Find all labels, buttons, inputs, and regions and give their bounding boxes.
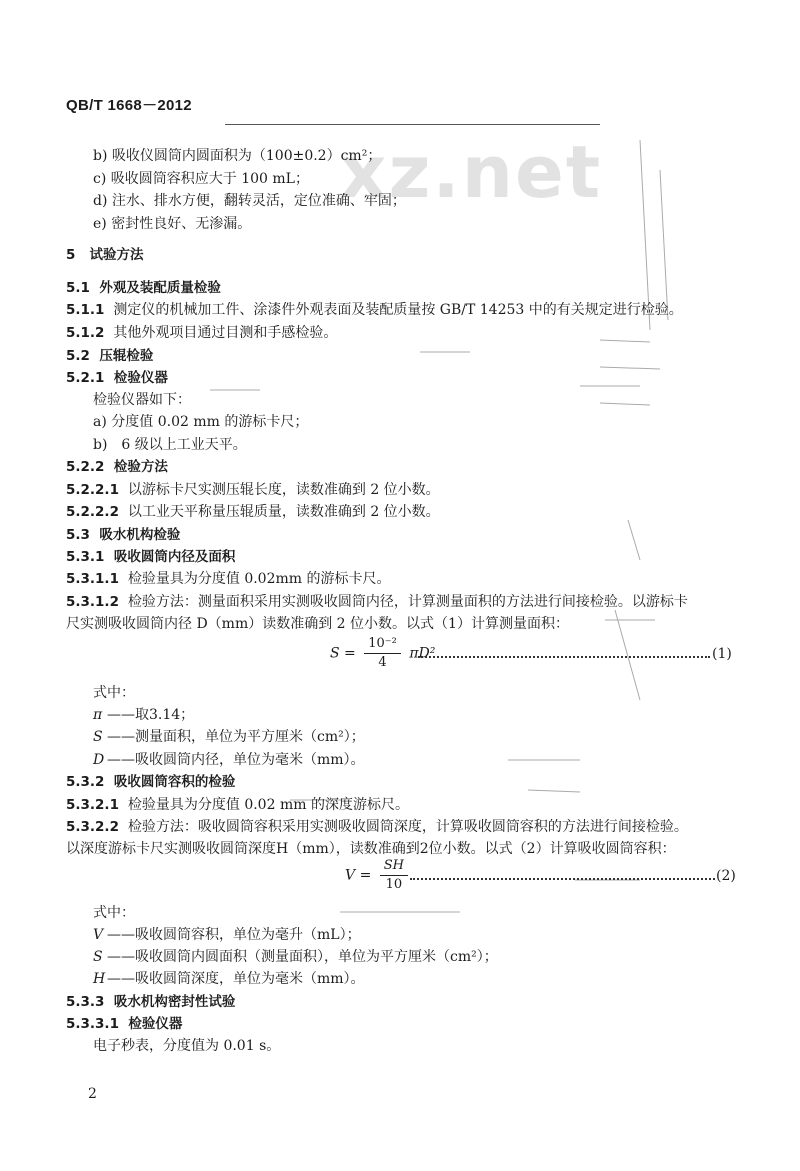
section-title: 外观及装配质量检验 bbox=[99, 280, 221, 296]
clause-number: 5.1.2 bbox=[66, 325, 105, 341]
formula-eq: = bbox=[344, 645, 356, 662]
where-symbol: D bbox=[93, 752, 105, 768]
section-number: 5.3.3.1 bbox=[66, 1016, 119, 1032]
formula-denominator: 10 bbox=[385, 877, 403, 892]
list-item-b: b) 吸收仪圆筒内圆面积为（100±0.2）cm²； bbox=[93, 148, 382, 164]
formula-lhs: V bbox=[345, 867, 356, 884]
where-label-2: 式中： bbox=[93, 905, 135, 921]
section-number: 5.3 bbox=[66, 527, 90, 543]
where-item bbox=[93, 727, 365, 747]
formula-fraction bbox=[380, 858, 408, 893]
section-title: 吸水机构检验 bbox=[99, 527, 181, 543]
where-desc: ——吸收圆筒内圆面积（测量面积），单位为平方厘米（cm²）； bbox=[107, 949, 498, 965]
section-title: 试验方法 bbox=[89, 247, 144, 263]
list-item-d: d) 注水、排水方便，翻转灵活，定位准确、牢固； bbox=[93, 193, 406, 209]
clause-5-2-2-1 bbox=[66, 480, 440, 500]
section-5-1-heading bbox=[66, 278, 221, 298]
clause-text: 检验量具为分度值 0.02 mm 的深度游标尺。 bbox=[127, 797, 409, 813]
instrument-item-a: a) 分度值 0.02 mm 的游标卡尺； bbox=[93, 414, 309, 430]
section-5-heading bbox=[66, 245, 144, 265]
clause-5-3-2-1 bbox=[66, 795, 409, 815]
where-symbol: S bbox=[93, 949, 103, 965]
clause-text: 检验方法：吸收圆筒容积采用实测吸收圆筒深度，计算吸收圆筒容积的方法进行间接检验。 bbox=[127, 819, 688, 835]
formula-eq: = bbox=[359, 867, 372, 884]
formula-lhs: S bbox=[330, 645, 340, 662]
header-rule bbox=[225, 124, 600, 125]
clause-number: 5.3.1.2 bbox=[66, 594, 119, 610]
where-item bbox=[93, 925, 361, 945]
formula-numerator: SH bbox=[380, 858, 408, 876]
section-number: 5.1 bbox=[66, 280, 90, 296]
where-item bbox=[93, 705, 194, 725]
formula-1 bbox=[330, 636, 435, 671]
where-desc: ——取3.14； bbox=[107, 707, 195, 723]
instrument-intro: 检验仪器如下： bbox=[93, 392, 191, 408]
instrument-item-b: b) 6 级以上工业天平。 bbox=[93, 437, 247, 453]
where-desc: ——吸收圆筒内径，单位为毫米（mm）。 bbox=[107, 752, 365, 768]
section-5-3-3-1-heading bbox=[66, 1014, 182, 1034]
formula-2 bbox=[345, 858, 412, 893]
formula-2-number: (2) bbox=[716, 868, 736, 884]
clause-text: 检验量具为分度值 0.02mm 的游标卡尺。 bbox=[127, 571, 391, 587]
where-desc: ——测量面积，单位为平方厘米（cm²）； bbox=[107, 729, 365, 745]
where-item bbox=[93, 969, 365, 989]
formula-numerator: 10⁻² bbox=[364, 636, 401, 654]
formula-2-leader bbox=[410, 878, 715, 880]
section-5-3-2-heading bbox=[66, 772, 235, 792]
section-title: 检验仪器 bbox=[113, 370, 168, 386]
watermark: xz.net bbox=[340, 130, 603, 214]
where-symbol: H bbox=[93, 971, 106, 987]
section-5-3-1-heading bbox=[66, 547, 235, 567]
section-5-2-heading bbox=[66, 346, 153, 366]
clause-text: 其他外观项目通过目测和手感检验。 bbox=[113, 325, 338, 341]
section-5-3-3-heading bbox=[66, 992, 235, 1012]
formula-fraction bbox=[364, 636, 401, 671]
section-title: 检验仪器 bbox=[128, 1016, 183, 1032]
formula-tail: πD² bbox=[409, 645, 436, 662]
where-symbol: S bbox=[93, 729, 103, 745]
section-number: 5.2.2 bbox=[66, 459, 105, 475]
clause-text: 测定仪的机械加工件、涂漆件外观表面及装配质量按 GB/T 14253 中的有关规定进行检验。 bbox=[113, 302, 683, 318]
page-number: 2 bbox=[88, 1086, 97, 1102]
clause-text: 检验方法：测量面积采用实测吸收圆筒内径，计算测量面积的方法进行间接检验。以游标卡 bbox=[127, 594, 688, 610]
section-number: 5.3.1 bbox=[66, 549, 105, 565]
section-5-3-heading bbox=[66, 525, 180, 545]
section-title: 吸收圆筒内径及面积 bbox=[113, 549, 236, 565]
section-title: 吸水机构密封性试验 bbox=[113, 994, 236, 1010]
where-desc: ——吸收圆筒深度，单位为毫米（mm）。 bbox=[107, 971, 365, 987]
section-number: 5.2 bbox=[66, 348, 90, 364]
formula-1-leader bbox=[418, 656, 710, 658]
section-5-2-1-heading bbox=[66, 368, 168, 388]
section-number: 5.2.1 bbox=[66, 370, 105, 386]
standard-code: QB/T 1668－2012 bbox=[66, 97, 192, 114]
clause-number: 5.3.2.1 bbox=[66, 797, 119, 813]
clause-number: 5.3.2.2 bbox=[66, 819, 119, 835]
where-symbol: V bbox=[93, 927, 104, 943]
section-title: 检验方法 bbox=[113, 459, 168, 475]
where-symbol: π bbox=[93, 707, 103, 723]
clause-5-3-2-2 bbox=[66, 817, 688, 837]
clause-5-3-1-1 bbox=[66, 569, 391, 589]
clause-number: 5.2.2.1 bbox=[66, 482, 119, 498]
where-desc: ——吸收圆筒容积，单位为毫升（mL）； bbox=[107, 927, 361, 943]
formula-1-number: (1) bbox=[712, 646, 732, 662]
clause-number: 5.2.2.2 bbox=[66, 504, 119, 520]
formula-denominator: 4 bbox=[378, 655, 387, 670]
clause-text: 以工业天平称量压辊质量，读数准确到 2 位小数。 bbox=[127, 504, 440, 520]
clause-5-1-1 bbox=[66, 300, 683, 320]
clause-text: 以游标卡尺实测压辊长度，读数准确到 2 位小数。 bbox=[127, 482, 440, 498]
list-item-e: e) 密封性良好、无渗漏。 bbox=[93, 216, 252, 232]
section-number: 5.3.2 bbox=[66, 774, 105, 790]
list-item-c: c) 吸收圆筒容积应大于 100 mL； bbox=[93, 171, 309, 187]
clause-number: 5.3.1.1 bbox=[66, 571, 119, 587]
clause-5-3-1-2-cont: 尺实测吸收圆筒内径 D（mm）读数准确到 2 位小数。以式（1）计算测量面积： bbox=[66, 616, 569, 632]
clause-5-3-1-2 bbox=[66, 592, 688, 612]
where-item bbox=[93, 947, 498, 967]
where-label-1: 式中： bbox=[93, 685, 135, 701]
where-item bbox=[93, 750, 365, 770]
section-title: 吸收圆筒容积的检验 bbox=[113, 774, 236, 790]
section-title: 压辊检验 bbox=[99, 348, 154, 364]
section-5-2-2-heading bbox=[66, 457, 168, 477]
clause-5-3-2-2-cont: 以深度游标卡尺实测吸收圆筒深度H（mm），读数准确到2位小数。以式（2）计算吸收圆筒容积： bbox=[66, 841, 676, 857]
section-number: 5.3.3 bbox=[66, 994, 105, 1010]
instrument-description: 电子秒表，分度值为 0.01 s。 bbox=[93, 1038, 281, 1054]
clause-5-1-2 bbox=[66, 323, 337, 343]
clause-number: 5.1.1 bbox=[66, 302, 105, 318]
clause-5-2-2-2 bbox=[66, 502, 440, 522]
section-number: 5 bbox=[66, 247, 76, 263]
